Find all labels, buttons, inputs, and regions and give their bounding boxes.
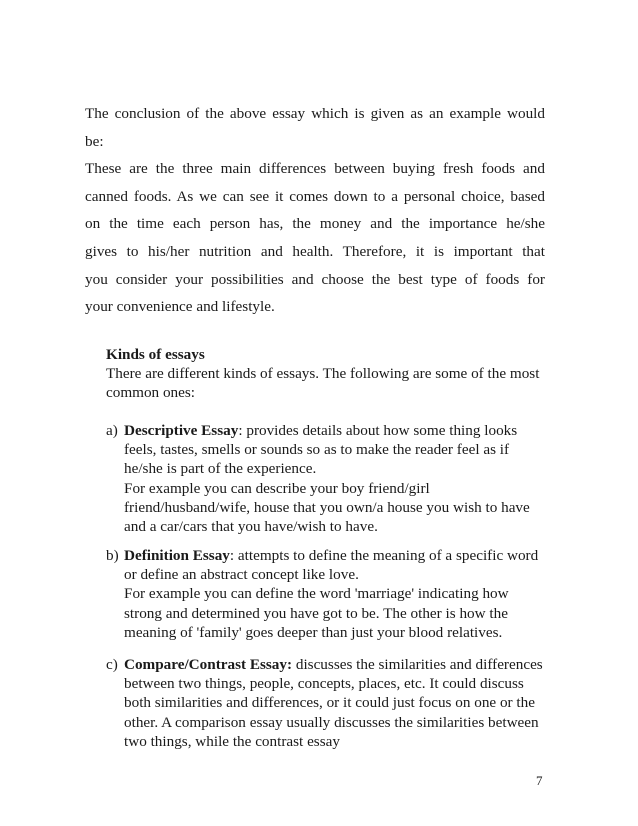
page-number: 7: [536, 773, 543, 788]
section-intro: There are different kinds of essays. The following are some of the most common ones:: [106, 365, 540, 402]
list-marker: a): [106, 422, 118, 439]
list-item-compare-contrast-essay: [106, 655, 546, 751]
kinds-section: [106, 345, 546, 403]
text-line: The conclusion of the above essay which is given as an example would: [85, 105, 545, 122]
example-text: For example you can describe your boy friend/girl friend/husband/wife, house that you own/a house you wish to have and a car/cars that you have/wish to have.: [124, 479, 530, 536]
text-line: These are the three main differences between buying fresh foods and: [85, 160, 545, 178]
example-text: For example you can define the word 'marriage' indicating how strong and determined you have got to be. The other is how the meaning of 'family' goes deeper than just your blood relatives.: [124, 585, 509, 641]
term-definition: : provides details about how some thing looks feels, tastes, smells or sounds so as to make the reader feel as if he/she is part of the experience.: [124, 422, 518, 478]
list-marker: b): [106, 547, 119, 564]
text-line: gives to his/her nutrition and health. Therefore, it is important that: [85, 242, 545, 260]
term-definition: : attempts to define the meaning of a specific word or define an abstract concept like love.: [124, 547, 539, 584]
term-label: Definition Essay: [124, 547, 230, 564]
text-line: on the time each person has, the money and the importance he/she: [85, 215, 545, 233]
text-line: canned foods. As we can see it comes down to a personal choice, based: [85, 187, 545, 205]
section-heading: Kinds of essays: [106, 346, 205, 363]
list-marker: c): [106, 656, 118, 673]
term-label: Compare/Contrast Essay:: [124, 656, 293, 673]
conclusion-paragraph: [85, 100, 545, 321]
list-item-definition-essay: [106, 546, 546, 642]
term-definition: discusses the similarities and differences between two things, people, concepts, places, etc. It could discuss both similarities and differences, or it could just focus on one or the other. A comparison essay usually discusses the similarities between two things, while the contrast essay: [124, 656, 543, 750]
text-line: you consider your possibilities and choose the best type of foods for: [85, 270, 545, 288]
text-line: be:: [85, 132, 104, 150]
text-line: your convenience and lifestyle.: [85, 298, 275, 316]
term-label: Descriptive Essay: [124, 422, 239, 439]
list-item-descriptive-essay: [106, 421, 546, 536]
